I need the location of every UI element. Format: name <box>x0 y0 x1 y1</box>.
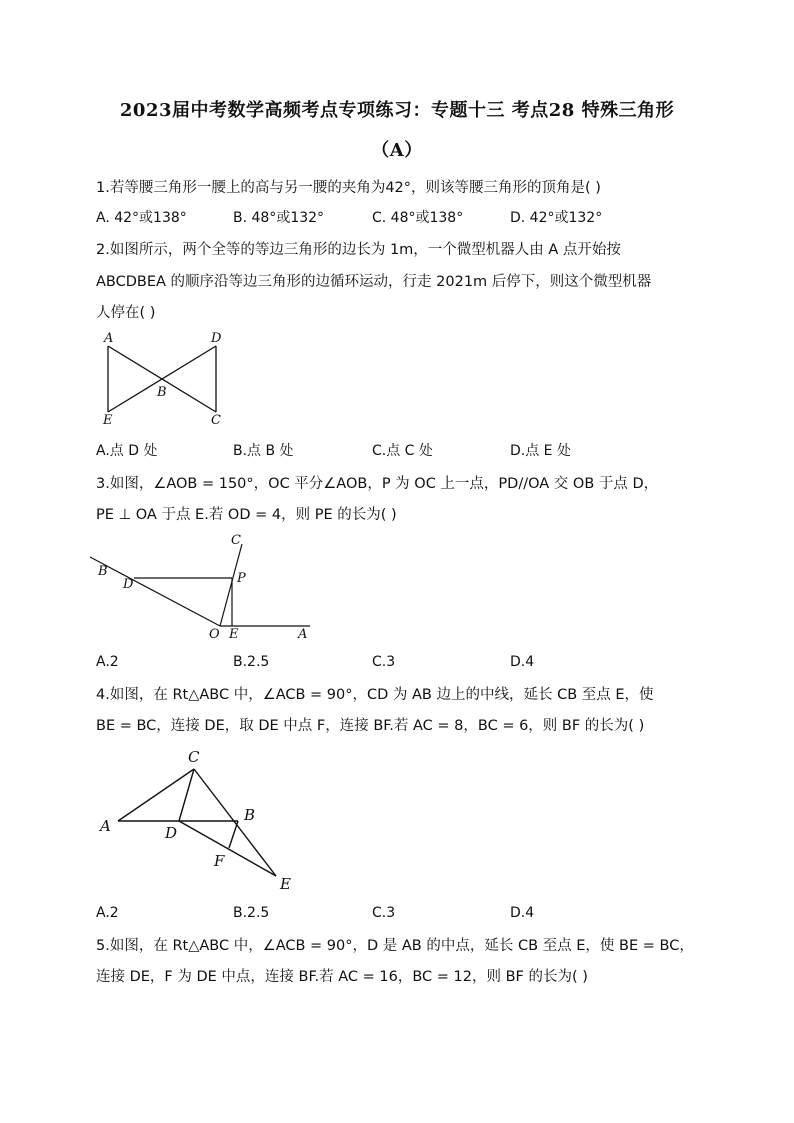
q4-segment-ce <box>194 769 276 876</box>
q4-option-a[interactable]: A.2 <box>96 905 119 921</box>
q2-label-a: A <box>104 331 114 346</box>
q1-stem: 1.若等腰三角形一腰上的高与另一腰的夹角为42°，则该等腰三角形的顶角是( ) <box>96 180 601 196</box>
q3-label-a: A <box>298 627 308 642</box>
q3-figure <box>90 530 330 645</box>
q3-label-o: O <box>209 627 220 642</box>
q4-label-a: A <box>100 817 111 835</box>
q1-option-d[interactable]: D. 42°或132° <box>510 210 603 226</box>
q1-option-a[interactable]: A. 42°或138° <box>96 210 187 226</box>
page-title-suffix: （A） <box>371 140 423 161</box>
q3-options <box>96 654 716 674</box>
q1-options <box>96 207 716 227</box>
q3-stem-line2: PE ⊥ OA 于点 E.若 OD = 4，则 PE 的长为( ) <box>96 507 397 523</box>
q3-label-b: B <box>98 564 108 579</box>
q2-option-c[interactable]: C.点 C 处 <box>372 443 433 459</box>
q4-label-b: B <box>244 806 256 824</box>
q5-stem-line1: 5.如图，在 Rt△ABC 中，∠ACB = 90°，D 是 AB 的中点，延长 CB 至点 E，使 BE = BC， <box>96 938 694 954</box>
q4-label-e: E <box>280 875 291 893</box>
q2-stem-line2: ABCDBEA 的顺序沿等边三角形的边循环运动，行走 2021m 后停下，则这个微型机器 <box>96 274 652 290</box>
q4-option-b[interactable]: B.2.5 <box>233 905 270 921</box>
q2-options <box>96 440 716 460</box>
q4-figure <box>96 742 306 897</box>
q3-option-a[interactable]: A.2 <box>96 654 119 670</box>
q2-label-b: B <box>157 385 167 400</box>
q3-label-d: D <box>123 577 134 592</box>
q4-label-f: F <box>214 852 225 870</box>
q1-option-c[interactable]: C. 48°或138° <box>372 210 464 226</box>
q2-stem-line1: 2.如图所示，两个全等的等边三角形的边长为 1m，一个微型机器人由 A 点开始按 <box>96 242 621 258</box>
q4-segment-ac <box>118 769 194 821</box>
q2-figure <box>96 328 236 428</box>
q3-ray-ob <box>90 557 220 626</box>
q4-option-d[interactable]: D.4 <box>510 905 535 921</box>
q3-option-c[interactable]: C.3 <box>372 654 396 670</box>
q3-label-p: P <box>237 571 246 586</box>
q2-label-c: C <box>211 413 221 428</box>
q5-stem-line2: 连接 DE，F 为 DE 中点，连接 BF.若 AC = 16，BC = 12，则 BF 的长为( ) <box>96 969 588 985</box>
q3-option-b[interactable]: B.2.5 <box>233 654 270 670</box>
q4-option-c[interactable]: C.3 <box>372 905 396 921</box>
q3-label-e: E <box>229 627 239 642</box>
q4-stem-line2: BE = BC，连接 DE，取 DE 中点 F，连接 BF.若 AC = 8，BC = 6，则 BF 的长为( ) <box>96 718 645 734</box>
q2-label-e: E <box>103 413 113 428</box>
q4-label-c: C <box>188 748 200 766</box>
q2-option-b[interactable]: B.点 B 处 <box>233 443 294 459</box>
q2-stem-line3: 人停在( ) <box>96 305 156 321</box>
q2-option-d[interactable]: D.点 E 处 <box>510 443 571 459</box>
q1-option-b[interactable]: B. 48°或132° <box>233 210 325 226</box>
q2-option-a[interactable]: A.点 D 处 <box>96 443 158 459</box>
q4-segment-bf <box>229 821 238 848</box>
q2-label-d: D <box>211 331 222 346</box>
q4-stem-line1: 4.如图，在 Rt△ABC 中，∠ACB = 90°，CD 为 AB 边上的中线，延长 CB 至点 E，使 <box>96 687 654 703</box>
q3-stem-line1: 3.如图，∠AOB = 150°，OC 平分∠AOB，P 为 OC 上一点，PD//OA 交 OB 于点 D， <box>96 476 659 492</box>
page-title: 2023届中考数学高频考点专项练习：专题十三 考点28 特殊三角形 <box>119 100 675 121</box>
q4-options <box>96 905 716 925</box>
q4-segment-cd <box>179 769 194 821</box>
q3-option-d[interactable]: D.4 <box>510 654 535 670</box>
q4-label-d: D <box>165 824 178 842</box>
q3-label-c: C <box>231 533 241 548</box>
q4-segment-de <box>179 821 276 876</box>
